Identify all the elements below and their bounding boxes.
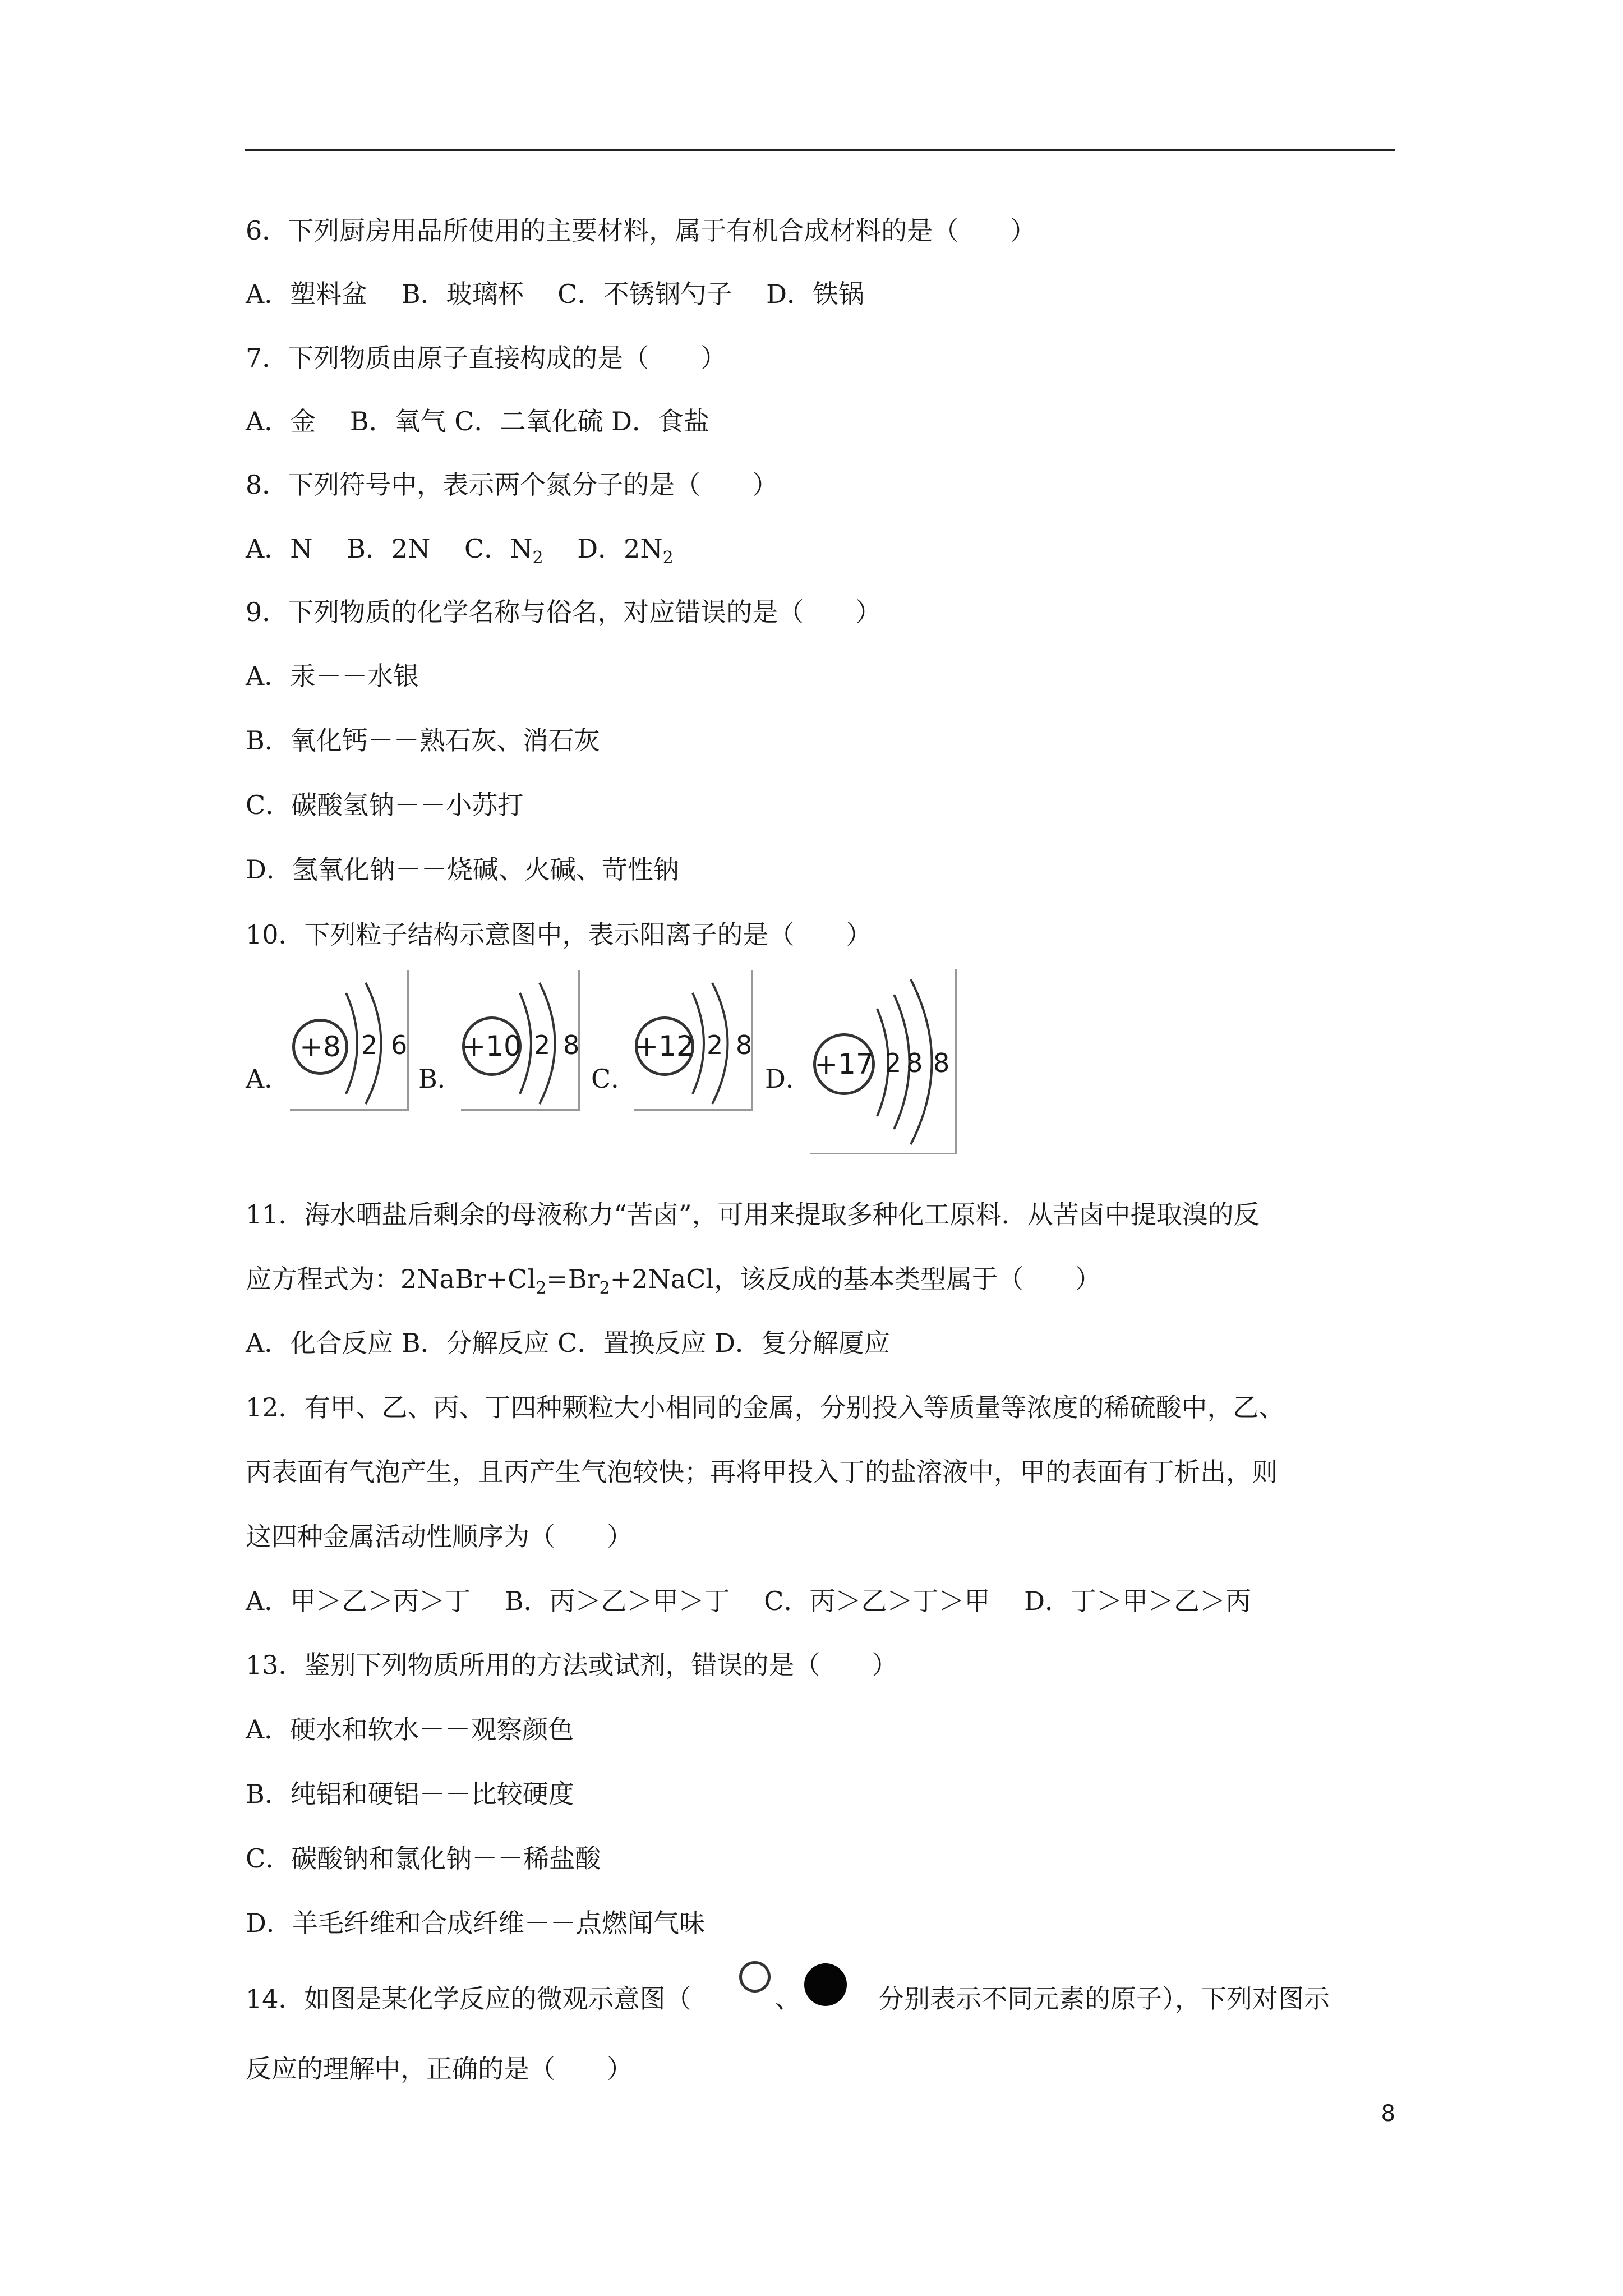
header-rule <box>245 149 1395 151</box>
shell-3-electrons: 8 <box>933 1048 950 1078</box>
q7-options: A．金 B．氧气 C．二氧化硫 D．食盐 <box>246 406 709 436</box>
q7-stem: 7．下列物质由原子直接构成的是（ ） <box>246 343 727 373</box>
q12-stem-line3: 这四种金属活动性顺序为（ ） <box>246 1521 633 1552</box>
q6-stem: 6．下列厨房用品所使用的主要材料，属于有机合成材料的是（ ） <box>246 215 1036 246</box>
q10-label-c: C． <box>591 1064 637 1094</box>
q11-options: A．化合反应 B．分解反应 C．置换反应 D．复分解厦应 <box>246 1328 890 1358</box>
q13-stem: 13．鉴别下列物质所用的方法或试剂，错误的是（ ） <box>246 1650 898 1680</box>
nucleus: +12 <box>635 1016 694 1076</box>
q13-option-a: A．硬水和软水－－观察颜色 <box>246 1714 574 1745</box>
black-atom-icon <box>804 1963 847 2006</box>
nucleus: +10 <box>462 1016 522 1076</box>
q14-stem-part2: 分别表示不同元素的原子），下列对图示 <box>878 1984 1330 2014</box>
q14-stem-line2: 反应的理解中，正确的是（ ） <box>246 2054 633 2084</box>
q8-stem: 8．下列符号中，表示两个氮分子的是（ ） <box>246 470 778 500</box>
q13-option-c: C．碳酸钠和氯化钠－－稀盐酸 <box>246 1843 601 1874</box>
shell-2-electrons: 6 <box>391 1030 408 1060</box>
q10-label-a: A． <box>246 1064 291 1094</box>
q8-options: A．N B．2N C．$N_2$ D．$2N_2$ <box>246 533 674 568</box>
q6-options: A．塑料盆 B．玻璃杯 C．不锈钢勺子 D．铁锅 <box>246 279 864 309</box>
shell-2-electrons: 8 <box>906 1048 923 1078</box>
q9-option-c: C．碳酸氢钠－－小苏打 <box>246 790 524 820</box>
q11-stem-line2: 应方程式为：$2NaBr+Cl_2=Br_2+2NaCl$，该反成的基本类型属于（ ） <box>246 1264 1101 1299</box>
q13-option-d: D．羊毛纤维和合成纤维－－点燃闻气味 <box>246 1908 705 1938</box>
q9-option-b: B．氧化钙－－熟石灰、消石灰 <box>246 725 600 756</box>
q9-option-d: D．氢氧化钠－－烧碱、火碱、苛性钠 <box>246 854 679 885</box>
shell-2-electrons: 8 <box>563 1030 580 1060</box>
q10-diagram-d <box>810 969 957 1154</box>
shell-1-electrons: 2 <box>534 1030 551 1060</box>
q10-diagram-c <box>634 970 753 1111</box>
q13-option-b: B．纯铝和硬铝－－比较硬度 <box>246 1779 574 1809</box>
nucleus: +8 <box>292 1019 348 1075</box>
q12-stem-line2: 丙表面有气泡产生，且丙产生气泡较快；再将甲投入丁的盐溶液中，甲的表面有丁析出，则 <box>246 1457 1278 1487</box>
q11-stem-line1: 11．海水晒盐后剩余的母液称力“苦卤”，可用来提取多种化工原料．从苦卤中提取溴的反 <box>246 1199 1260 1230</box>
shell-2-electrons: 8 <box>736 1030 753 1060</box>
q14-stem-part1: 14．如图是某化学反应的微观示意图（ <box>246 1984 691 2014</box>
q10-label-b: B． <box>418 1064 463 1094</box>
nucleus: +17 <box>813 1033 875 1095</box>
q10-label-d: D． <box>765 1064 811 1094</box>
q9-stem: 9．下列物质的化学名称与俗名，对应错误的是（ ） <box>246 597 882 627</box>
page-number: 8 <box>1381 2101 1395 2127</box>
q12-options: A．甲＞乙＞丙＞丁 B．丙＞乙＞甲＞丁 C．丙＞乙＞丁＞甲 D．丁＞甲＞乙＞丙 <box>246 1586 1251 1616</box>
shell-1-electrons: 2 <box>885 1048 902 1078</box>
q10-diagram-a <box>290 970 409 1111</box>
q10-stem: 10．下列粒子结构示意图中，表示阳离子的是（ ） <box>246 919 872 950</box>
q10-diagram-b <box>461 970 580 1111</box>
q14-separator: 、 <box>775 1984 801 2014</box>
shell-1-electrons: 2 <box>707 1030 723 1060</box>
q9-option-a: A．汞－－水银 <box>246 661 419 691</box>
q12-stem-line1: 12．有甲、乙、丙、丁四种颗粒大小相同的金属，分别投入等质量等浓度的稀硫酸中，乙、 <box>246 1392 1285 1423</box>
shell-1-electrons: 2 <box>361 1030 378 1060</box>
white-atom-icon <box>739 1961 771 1993</box>
